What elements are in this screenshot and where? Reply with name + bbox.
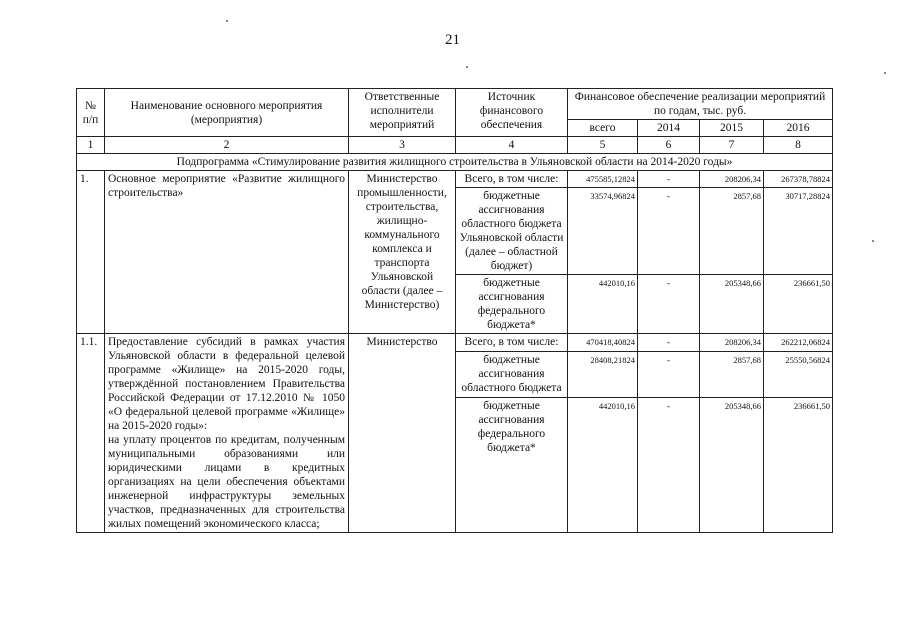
header-responsible: Ответственные исполнители мероприятий — [349, 89, 456, 137]
col-number: 8 — [764, 137, 833, 154]
page-number: 21 — [445, 32, 460, 48]
value-2016: 236661,50 — [764, 398, 833, 533]
subprogram-row — [77, 154, 833, 171]
value-2014: - — [638, 334, 700, 352]
row-number: 1. — [77, 171, 105, 334]
finance-table — [76, 88, 833, 533]
scan-speck — [884, 72, 886, 74]
value-2015: 208206,34 — [700, 334, 764, 352]
source-label: бюджетные ассигнования федерального бюджета* — [456, 275, 568, 334]
value-2015: 2857,68 — [700, 351, 764, 397]
value-2014: - — [638, 188, 700, 275]
source-label: Всего, в том числе: — [456, 171, 568, 188]
col-number: 2 — [105, 137, 349, 154]
value-2016: 267378,78824 — [764, 171, 833, 188]
value-2016: 30717,28824 — [764, 188, 833, 275]
col-number: 4 — [456, 137, 568, 154]
value-2016: 262212,06824 — [764, 334, 833, 352]
header-2014: 2014 — [638, 120, 700, 137]
value-2014: - — [638, 171, 700, 188]
header-row-1 — [77, 89, 833, 120]
measure-description: Предоставление субсидий в рамках участия Ульяновской области в федеральной целевой программе «Жилище» на 2015-2020 годы, утверждённой постановлением Правительства Российской Федерации от 17.12.2010 № 1050 «О федеральной целевой программе «Жилище» на 2015-2020 годы»: — [108, 336, 345, 432]
column-numbers-row — [77, 137, 833, 154]
scan-speck — [466, 66, 468, 68]
value-2014: - — [638, 398, 700, 533]
source-label: Всего, в том числе: — [456, 334, 568, 352]
measure-name — [105, 334, 349, 533]
value-total: 470418,40824 — [568, 334, 638, 352]
value-total: 28408,21824 — [568, 351, 638, 397]
source-label: бюджетные ассигнования областного бюджета Ульяновской области (далее – областной бюджет) — [456, 188, 568, 275]
header-finance: Финансовое обеспечение реализации мероприятий по годам, тыс. руб. — [568, 89, 833, 120]
col-number: 3 — [349, 137, 456, 154]
value-2015: 208206,34 — [700, 171, 764, 188]
responsible-executor: Министерство — [349, 334, 456, 533]
value-2014: - — [638, 275, 700, 334]
header-name: Наименование основного мероприятия (мероприятия) — [105, 89, 349, 137]
value-2015: 2857,68 — [700, 188, 764, 275]
header-source: Источник финансового обеспечения — [456, 89, 568, 137]
source-label: бюджетные ассигнования федерального бюджета* — [456, 398, 568, 533]
source-label: бюджетные ассигнования областного бюджета — [456, 351, 568, 397]
value-total: 442010,16 — [568, 398, 638, 533]
value-2016: 236661,50 — [764, 275, 833, 334]
header-num: № п/п — [77, 89, 105, 137]
scan-speck — [226, 20, 228, 22]
value-2015: 205348,66 — [700, 398, 764, 533]
header-2015: 2015 — [700, 120, 764, 137]
scan-speck — [872, 240, 874, 242]
value-2014: - — [638, 351, 700, 397]
table-row — [77, 334, 833, 352]
header-2016: 2016 — [764, 120, 833, 137]
header-total: всего — [568, 120, 638, 137]
responsible-executor: Министерство промышленности, строительства, жилищно-коммунального комплекса и транспорта Ульяновской области (далее – Министерство) — [349, 171, 456, 334]
measure-description-continued: на уплату процентов по кредитам, полученным муниципальными образованиями или юридическими лицами в кредитных организациях на цели обеспечения объектами инженерной инфраструктуры земельных участков, предназначенных для строительства жилых помещений экономического класса; — [108, 434, 345, 530]
value-total: 475585,12824 — [568, 171, 638, 188]
col-number: 5 — [568, 137, 638, 154]
row-number: 1.1. — [77, 334, 105, 533]
value-2016: 25550,56824 — [764, 351, 833, 397]
col-number: 7 — [700, 137, 764, 154]
value-total: 442010,16 — [568, 275, 638, 334]
table-row — [77, 171, 833, 188]
value-total: 33574,96824 — [568, 188, 638, 275]
value-2015: 205348,66 — [700, 275, 764, 334]
subprogram-title: Подпрограмма «Стимулирование развития жилищного строительства в Ульяновской области на 2014-2020 годы» — [77, 154, 833, 171]
col-number: 1 — [77, 137, 105, 154]
measure-name: Основное мероприятие «Развитие жилищного строительства» — [105, 171, 349, 334]
col-number: 6 — [638, 137, 700, 154]
